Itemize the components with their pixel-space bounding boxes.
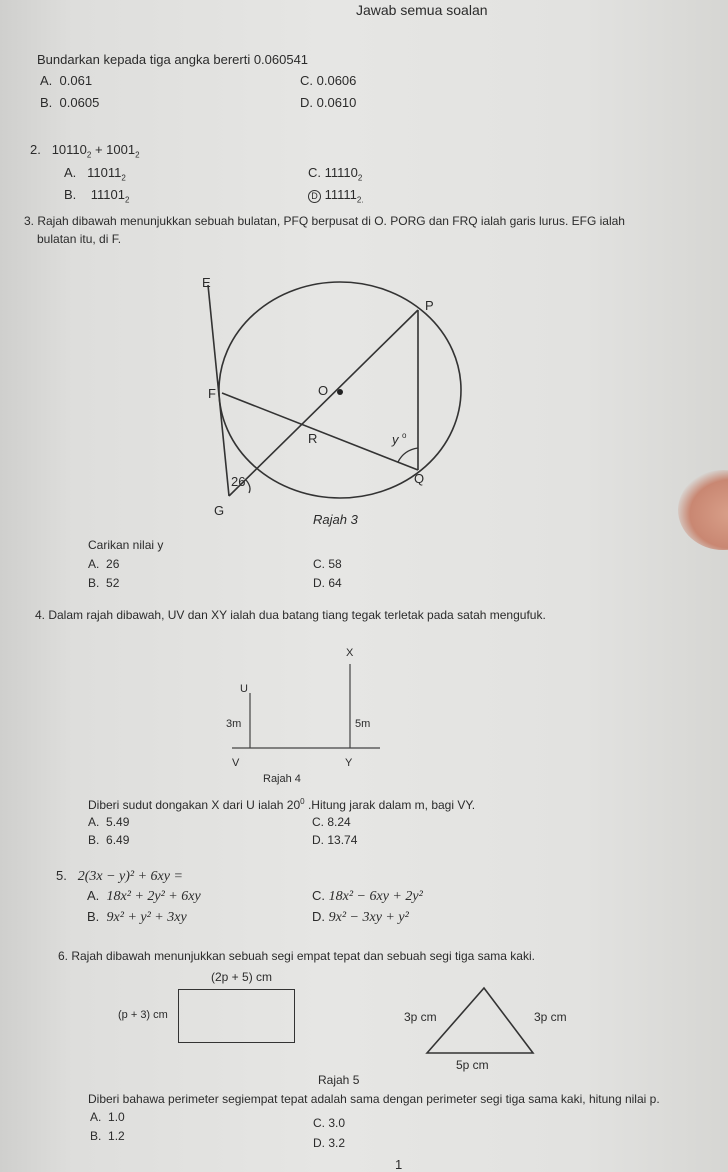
q2-option-c: C. $11110_2$ — [308, 165, 363, 183]
q1-option-c: C. 0.0606 — [300, 73, 357, 88]
label-y: y — [392, 432, 399, 447]
q6-question: 6. Rajah dibawah menunjukkan sebuah segi empat tepat dan sebuah segi tiga sama kaki. — [58, 949, 535, 963]
q5-option-a: A. 18x² + 2y² + 6xy — [87, 888, 201, 904]
center-dot-o — [337, 389, 343, 395]
q1-option-d: D. 0.0610 — [300, 95, 357, 110]
q3-prompt: Carikan nilai y — [88, 538, 164, 552]
label-q: Q — [414, 471, 425, 486]
q4-option-c: C. 8.24 — [312, 815, 351, 829]
q4-question: 4. Dalam rajah dibawah, UV dan XY ialah dua batang tiang tegak terletak pada satah mengufuk. — [35, 608, 546, 622]
caption-rajah-4: Rajah 4 — [263, 773, 301, 785]
q2-question: 2. $10110_2 + 1001_2$ — [30, 142, 140, 160]
q5-question: 5. 2(3x − y)² + 6xy = — [56, 868, 183, 884]
isosceles-triangle — [427, 988, 533, 1053]
q6-option-a: A. 1.0 — [90, 1110, 125, 1124]
q5-option-c: C. 18x² − 6xy + 2y² — [312, 888, 423, 904]
label-g: G — [214, 503, 225, 518]
q1-option-b: B. 0.0605 — [40, 95, 100, 110]
q3-option-d: D. 64 — [313, 576, 342, 590]
q5-option-d: D. 9x² − 3xy + y² — [312, 909, 409, 925]
line-frq — [222, 393, 418, 470]
q4-option-d: D. 13.74 — [312, 833, 358, 847]
q6-given: Diberi bahawa perimeter segiempat tepat adalah sama dengan perimeter segi tiga sama kaki, hitung nilai p. — [88, 1092, 660, 1106]
label-r: R — [308, 431, 318, 446]
tri-right-label: 3p cm — [534, 1010, 567, 1024]
page-header: Jawab semua soalan — [356, 2, 488, 18]
label-u: U — [240, 683, 248, 695]
rect-side-label: (p + 3) cm — [118, 1009, 168, 1021]
rectangle-shape — [178, 989, 295, 1043]
q5-option-b: B. 9x² + y² + 3xy — [87, 909, 187, 925]
label-y-degree: o — [402, 431, 407, 440]
label-e: E — [202, 275, 211, 290]
tri-base-label: 5p cm — [456, 1058, 489, 1072]
q2-option-b: B. $11101_2$ — [64, 187, 130, 205]
q6-option-b: B. 1.2 — [90, 1129, 125, 1143]
circled-answer-icon: D — [308, 190, 321, 203]
q1-question: Bundarkan kepada tiga angka bererti 0.060541 — [37, 52, 309, 67]
q6-option-c: C. 3.0 — [313, 1116, 346, 1130]
label-5m: 5m — [355, 718, 371, 730]
q1-option-a: A. 0.061 — [40, 73, 93, 88]
label-f: F — [208, 386, 216, 401]
label-3m: 3m — [226, 718, 242, 730]
caption-rajah-3: Rajah 3 — [313, 512, 358, 527]
q3-option-a: A. 26 — [88, 557, 120, 571]
label-26: 26 — [231, 474, 246, 489]
q3-option-c: C. 58 — [313, 557, 342, 571]
caption-rajah-5: Rajah 5 — [318, 1073, 360, 1087]
label-y4: Y — [345, 757, 353, 769]
angle-arc-26 — [246, 480, 250, 493]
page-number: 1 — [395, 1157, 403, 1172]
q4-option-a: A. 5.49 — [88, 815, 130, 829]
q2-option-a: A. $11011_2$ — [64, 165, 126, 183]
q4-given: Diberi sudut dongakan X dari U ialah $20^0$ .Hitung jarak dalam m, bagi VY. — [88, 797, 476, 812]
angle-arc-y — [398, 448, 418, 462]
q2-option-d: D $11111_{2.}$ — [308, 187, 364, 205]
q4-option-b: B. 6.49 — [88, 833, 130, 847]
rect-top-label: (2p + 5) cm — [211, 970, 273, 984]
q3-question-line2: bulatan itu, di F. — [37, 232, 122, 246]
q6-option-d: D. 3.2 — [313, 1136, 346, 1150]
label-v: V — [232, 757, 240, 769]
tri-left-label: 3p cm — [404, 1010, 437, 1024]
q3-question-line1: 3. Rajah dibawah menunjukkan sebuah bulatan, PFQ berpusat di O. PORG dan FRQ ialah garis lurus. EFG ialah — [24, 214, 625, 228]
label-x: X — [346, 647, 354, 659]
label-p: P — [425, 298, 434, 313]
line-porg — [229, 310, 418, 496]
q3-option-b: B. 52 — [88, 576, 120, 590]
label-o: O — [318, 383, 329, 398]
